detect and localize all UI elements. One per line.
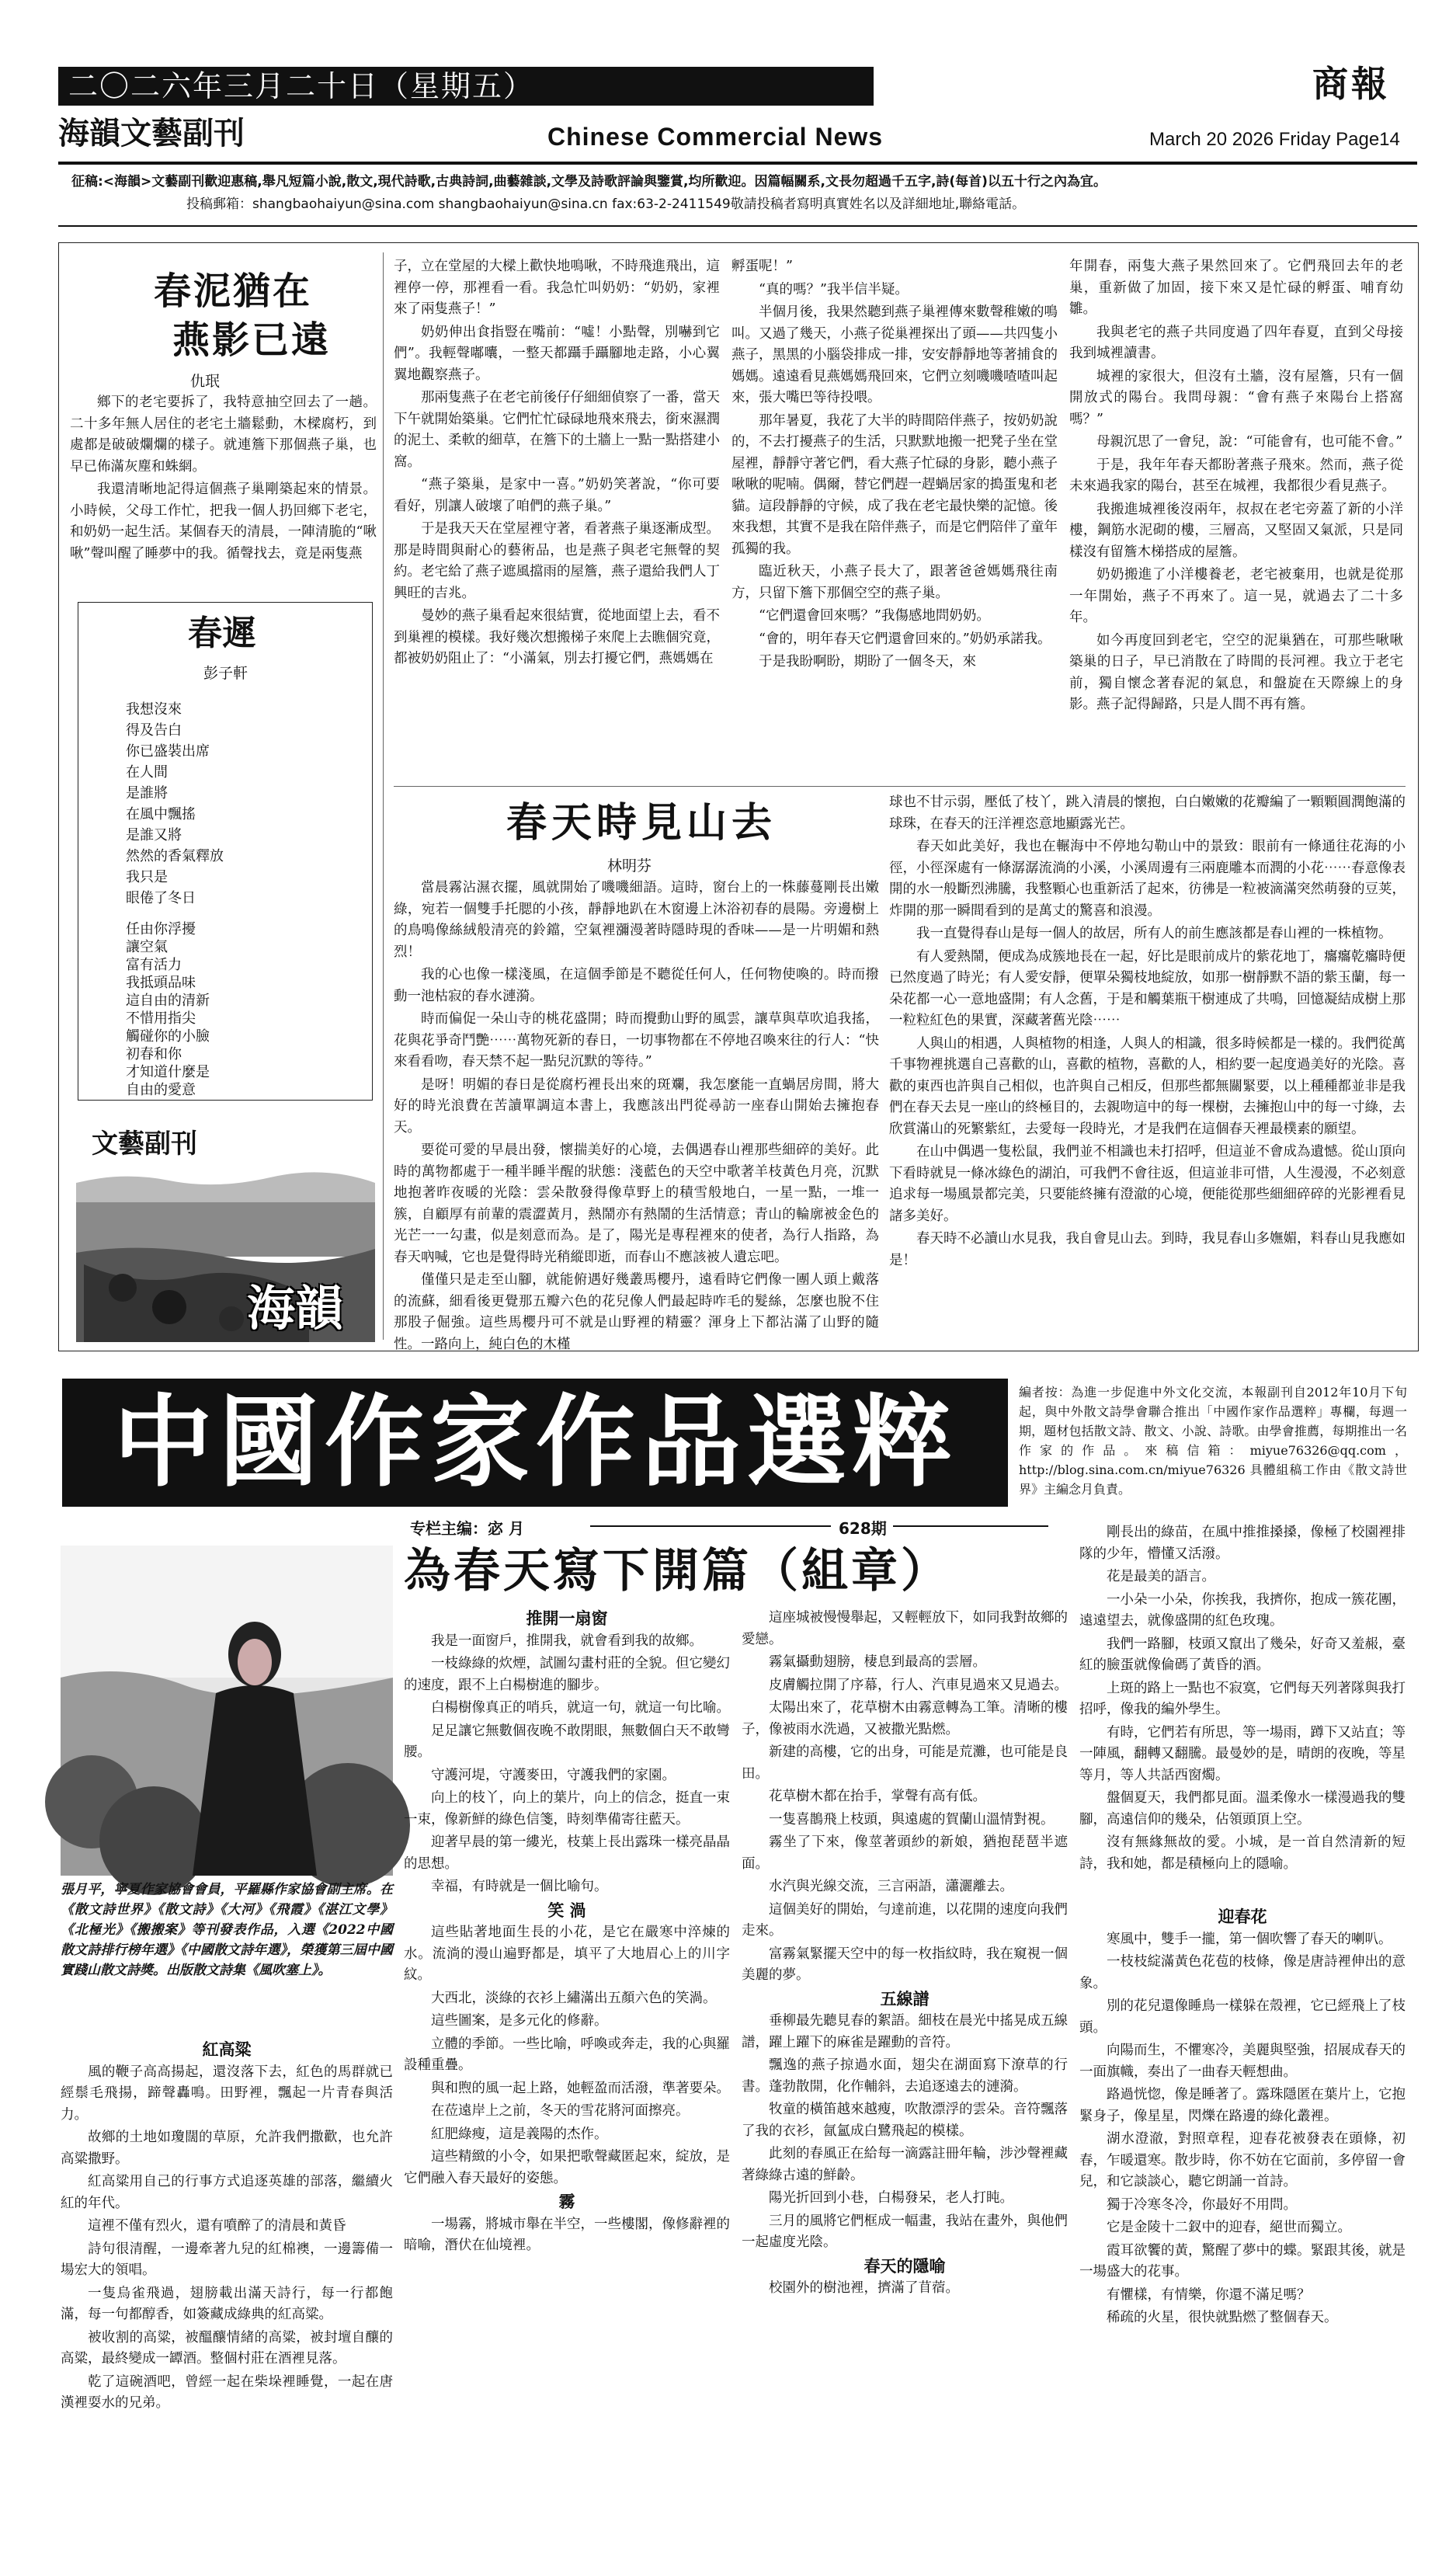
paragraph: 一隻喜鵲飛上枝頭，與遠處的賀蘭山溫情對視。 <box>769 1811 1055 1827</box>
paragraph: 稀疏的火星，很快就點燃了整個春天。 <box>1107 2310 1338 2325</box>
paragraph: 一小朵一小朵，你挨我，我擠你，抱成一簇花團，遠遠望去，就像盛開的紅色玫瑰。 <box>1079 1591 1406 1629</box>
paragraph: 風的鞭子高高揚起，還沒落下去，紅色的馬群就已經鬃毛飛揚，蹄聲轟鳴。田野裡，飄起一片青春與活力。 <box>61 2064 393 2123</box>
article3-col4 <box>1079 1522 1406 2551</box>
paragraph: 子，立在堂屋的大樑上歡快地鳴啾，不時飛進飛出，這裡停一停，那裡看一看。我急忙叫奶奶：“奶奶，家裡來了兩隻燕子！” <box>394 259 720 317</box>
issue-rule-left <box>590 1525 831 1527</box>
paragraph: 一場霧，將城市舉在半空，一些樓閣，像修辭裡的暗喻，潛伏在仙境裡。 <box>404 2216 730 2253</box>
paragraph: 迎著早晨的第一縷光，枝葉上長出露珠一樣亮晶晶的思想。 <box>404 1834 730 1872</box>
paragraph: 在莅遠岸上之前，冬天的雪花將河面擦亮。 <box>431 2103 690 2119</box>
paragraph: 我還清晰地記得這個燕子巢剛築起來的情景。小時候，父母工作忙，把我一個人扔回鄉下老宅，和奶奶一起生活。某個春天的清晨，一陣清脆的“啾啾”聲叫醒了睡夢中的我。循聲找去，竟是兩隻燕 <box>70 482 377 562</box>
paragraph: 紅高粱用自己的行事方式追逐英雄的部落，繼續火紅的年代。 <box>61 2174 393 2211</box>
poem-line: 不惜用指尖 <box>126 1010 196 1027</box>
paragraph: 一隻烏雀飛過，翅膀載出滿天詩行，每一行都飽滿，每一句都醇香，如簽藏成綠典的紅高粱。 <box>61 2285 393 2322</box>
paragraph: 我的心也像一樣淺風，在這個季節是不聽從任何人，任何物使喚的。時而撥動一池枯寂的春水漣漪。 <box>394 967 879 1004</box>
paragraph: 年開春，兩隻大燕子果然回來了。它們飛回去年的老巢，重新做了加固，接下來又是忙碌的孵蛋、哺育幼雛。 <box>1069 259 1403 317</box>
poem-stanza-1 <box>126 699 224 909</box>
paragraph: 奶奶搬進了小洋樓養老，老宅被棄用，也就是從那一年開始，燕子不再來了。這一晃，就過去了二十多年。 <box>1069 567 1403 625</box>
paragraph: 有人愛熱鬧，便成為成簇地長在一起，好比是眼前成片的紫花地丁，癟癟乾癟時便已然度過了時光；有人愛安靜，便單朵獨枝地綻放，如那一樹靜默不語的紫玉蘭，每一朵花都一心一意地盛開；有人念舊，于是和觸葉瓶干樹連成了共鳴，回憶凝結成樹上那一粒粒紅色的果實，深藏著舊光陰⋯⋯ <box>889 948 1406 1028</box>
paragraph: 城裡的家很大，但沒有土牆，沒有屋簷，只有一個開放式的陽台。我問母親：“會有燕子來陽台上搭窩嗎？” <box>1069 368 1403 427</box>
article3-title: 為春天寫下開篇（組章） <box>404 1544 950 1598</box>
paragraph: 剛長出的綠苗，在風中推推搡搡，像極了校園裡排隊的少年，懵懂又活潑。 <box>1079 1525 1406 1562</box>
paragraph: 我搬進城裡後沒兩年，叔叔在老宅旁蓋了新的小洋樓，鋼筋水泥砌的樓，三層高，又堅固又氣派，只是同樣沒有留簷木梯搭成的屋簷。 <box>1069 501 1403 560</box>
paragraph: 春天時不必讀山水見我，我自會見山去。到時，我見春山多嫵媚，料春山見我應如是！ <box>889 1231 1406 1268</box>
paragraph: 富霧氣緊擺天空中的每一枚指紋時，我在窺視一個美麗的夢。 <box>742 1946 1068 1983</box>
article1-col3 <box>731 256 1058 800</box>
poem-line: 我想沒來 <box>126 701 182 718</box>
paragraph: 我一直覺得春山是每一個人的故居，所有人的前生應該都是春山裡的一株植物。 <box>916 926 1392 941</box>
paragraph: 幸福，有時就是一個比喻句。 <box>431 1879 608 1894</box>
poem-line: 任由你浮擾 <box>126 921 196 937</box>
editor-note: 編者按：為進一步促進中外文化交流，本報副刊自2012年10月下旬起，與中外散文詩學會聯合推出「中國作家作品選粹」專欄，每週一期，題材包括散文詩、散文、小說、詩歌。由學會推薦，每期推出一名作家的作品。來稿信箱：miyue76326@qq.com，http://blog.sina.com.cn/miyue76326 具體組稿工作由《散文詩世界》主編念月負責。 <box>1019 1385 1407 1497</box>
paragraph: 此刻的春風正在給每一滴露註冊年輪，涉沙聲裡藏著綠綠古遠的鮮齡。 <box>742 2146 1068 2183</box>
section-title: 紅高粱 <box>202 2040 252 2059</box>
issue-number: 628期 <box>839 1519 887 1538</box>
paragraph: 故鄉的土地如瓊闊的草原，允許我們撒歡，也允許高粱撒野。 <box>61 2130 393 2167</box>
poem-stanza-2 <box>126 920 210 1099</box>
paragraph: 大西北，淡綠的衣衫上繡滿出五顏六色的笑渦。 <box>431 1990 717 2006</box>
paragraph: 那年暑夏，我花了大半的時間陪伴燕子，按奶奶說的，不去打擾燕子的生活，只默默地搬一把凳子坐在堂屋裡，靜靜守著它們，看大燕子忙碌的身影，聽小燕子啾啾的呢喃。偶爾，替它們趕一趕蝸居家的搗蛋鬼和老貓。這段靜靜的守候，成了我在老宅最快樂的記憶。後來我想，其實不是我在陪伴燕子，而是它們陪伴了童年孤獨的我。 <box>731 412 1058 557</box>
article1-title-line2: 燕影已遠 <box>172 318 332 362</box>
paragraph: 曼妙的燕子巢看起來很結實，從地面望上去，看不到巢裡的模樣。我好幾次想搬梯子來爬上去瞧個究竟，都被奶奶阻止了：“小滿氣，別去打擾它們，燕媽媽在 <box>394 608 720 666</box>
paragraph: 沒有無緣無故的愛。小城，是一首自然清新的短詩，我和她，都是積極向上的隱喻。 <box>1079 1834 1406 1872</box>
poem-line: 我只是 <box>126 869 168 885</box>
paragraph: 它是金陵十二釵中的迎春，絕世而獨立。 <box>1107 2220 1351 2235</box>
paragraph: 牧童的橫笛越來越瘦，吹散漂浮的雲朵。音符飄落了我的衣衫，氤氳成白鷺飛起的模樣。 <box>742 2102 1068 2139</box>
poem-line: 在人間 <box>126 764 168 781</box>
paragraph: 乾了這碗酒吧，曾經一起在柴垛裡睡覺，一起在唐漢裡耍水的兄弟。 <box>61 2373 393 2411</box>
paragraph: 校園外的樹池裡，擠滿了苜蓿。 <box>769 2280 959 2296</box>
paragraph: 鄉下的老宅要拆了，我特意抽空回去了一趟。二十多年無人居住的老宅土牆鬆動，木樑腐朽，到處都是破破爛爛的樣子。就連簷下那個燕子巢，也早已佈滿灰塵和蛛網。 <box>70 395 377 475</box>
poem-line: 然然的香氣釋放 <box>126 848 224 864</box>
article2-author: 林明芬 <box>607 857 652 875</box>
paragraph: 球也不甘示弱，壓低了枝丫，跳入清晨的懷抱，白白嫩嫩的花瓣編了一顆顆圓潤飽滿的球珠，在春天的汪洋裡恣意地顯露光芒。 <box>889 795 1406 832</box>
article1-author: 仇珉 <box>190 373 221 390</box>
paragraph: 這座城被慢慢舉起，又輕輕放下，如同我對故鄉的愛戀。 <box>742 1610 1068 1647</box>
paragraph: 臨近秋天，小燕子長大了，跟著爸爸媽媽飛往南方，只留下簷下那個空空的燕子巢。 <box>731 564 1058 601</box>
paragraph: “它們還會回來嗎？”我傷感地問奶奶。 <box>759 608 990 624</box>
column-rule <box>383 252 384 1340</box>
paragraph: 霧坐了下來，像莖著頭紗的新娘，猶抱琵琶半遮面。 <box>742 1834 1068 1872</box>
paragraph: 新建的高樓，它的出身，可能是荒灘，也可能是良田。 <box>742 1744 1068 1782</box>
call-for-papers: 征稿:<海韻>文藝副刊歡迎惠稿,舉凡短篇小說,散文,現代詩歌,古典詩詞,曲藝雜談,文學及詩歌評論與鑒賞,均所歡迎。因篇幅關系,文長勿超過千五字,詩(每首)以五十行之內為宜。 <box>71 174 1107 190</box>
submission-info: 投稿郵箱：shangbaohaiyun@sina.com shangbaohaiyun@sina.cn fax:63-2-2411549敬請投稿者寫明真實姓名以及詳細地址,聯絡電話。 <box>186 196 1026 212</box>
poem-line: 是誰將 <box>126 785 168 802</box>
paragraph: “會的，明年春天它們還會回來的。”奶奶承諾我。 <box>759 631 1051 647</box>
paragraph: 飄逸的燕子掠過水面，翅尖在湖面寫下潦草的行書。蓬勃散開，化作輔斜，去追逐遠去的漣漪。 <box>742 2057 1068 2095</box>
paragraph: 這個美好的開始，勻達前進，以花開的速度向我們走來。 <box>742 1901 1068 1939</box>
paragraph: 立體的季節。一些比喻，呼喚或奔走，我的心與羅設種重疊。 <box>404 2036 730 2073</box>
paper-name-en: Chinese Commercial News <box>547 123 884 151</box>
paragraph: 一枝枝綻滿黃色花苞的枝條，像是唐詩裡伸出的意象。 <box>1079 1954 1406 1991</box>
paragraph: 詩句很清醒，一邊牽著九兒的紅棉襖，一邊籌備一場宏大的領唱。 <box>61 2241 393 2278</box>
paragraph: 路過恍惚，像是睡著了。露珠隱匿在葉片上，它抱緊身子，像星星，閃爍在路邊的綠化叢裡。 <box>1079 2087 1406 2124</box>
notice-rule <box>58 225 1417 227</box>
column-editor: 专栏主编：宓 月 <box>410 1519 524 1538</box>
paragraph: 花是最美的語言。 <box>1107 1569 1215 1584</box>
paper-name-cn: 商報 <box>1312 63 1390 105</box>
paragraph: 那兩隻燕子在老宅前後仔仔細細偵察了一番，當天下午就開始築巢。它們忙忙碌碌地飛來飛去，銜來濕潤的泥土、柔軟的細草，在簷下的土牆上一點一點搭建小窩。 <box>394 390 720 470</box>
article1-col4 <box>1069 256 1403 800</box>
paragraph: 與和煦的風一起上路，她輕盈而活潑，準著要朵。 <box>431 2080 730 2096</box>
paragraph: 這些貼著地面生長的小花，是它在嚴寒中淬煉的水。流淌的漫山遍野都是，填平了大地眉心上的川字紋。 <box>404 1925 730 1983</box>
article1-title-line1: 春泥猶在 <box>154 270 313 313</box>
paragraph: 奶奶伸出食指豎在嘴前：“噓！小點聲，別嚇到它們”。我輕聲嘟囔，一整天都躡手躡腳地走路，小心翼翼地觀察燕子。 <box>394 324 720 383</box>
paragraph: 霧氣攝動翅膀，棲息到最高的雲層。 <box>769 1654 986 1670</box>
logo-label: 文藝副刊 <box>92 1128 197 1160</box>
paragraph: 于是我盼啊盼，期盼了一個冬天，來 <box>759 654 976 669</box>
paragraph: 我們一路腳，枝頭又竄出了幾朵，好奇又羞赧，臺紅的臉蛋就像倫碼了黃昏的酒。 <box>1079 1636 1406 1673</box>
poem-title: 春遲 <box>188 614 256 653</box>
poem-line: 才知道什麼是 <box>126 1064 210 1080</box>
article1-col2 <box>394 256 720 800</box>
poem-line: 富有活力 <box>126 957 182 973</box>
paragraph: 湖水澄澈，對照章程，迎春花被發表在頭條，初春，乍暖還寒。散步時，你不妨在它面前，多停留一會兒，和它談談心，聽它朗誦一首詩。 <box>1079 2131 1406 2189</box>
article-separator <box>394 786 1406 787</box>
paragraph: 我是一面窗戶，推開我，就會看到我的故鄉。 <box>431 1633 703 1649</box>
paragraph: 向上的枝丫，向上的葉片，向上的信念，挺直一束一束，像新鮮的綠色信箋，時刻準備寄往藍天。 <box>404 1790 730 1827</box>
paragraph: 向陽而生，不懼寒冷，美麗與堅強，招展成春天的一面旗幟，奏出了一曲春天輕想曲。 <box>1079 2043 1406 2080</box>
paragraph: “真的嗎？”我半信半疑。 <box>759 281 909 297</box>
author-bio: 張月平，寧夏作家協會會員，平羅縣作家協會副主席。在《散文詩世界》《散文詩》《大河》《飛霞》《湛江文學》《北極光》《搬搬案》等刊發表作品，入選《2022中國散文詩排行榜年選》《中國散文詩年選》，榮獲第三屆中國實踐山散文詩獎。出版散文詩集《風吹塞上》。 <box>61 1882 393 1978</box>
section-title: 迎春花 <box>1218 1907 1267 1926</box>
paragraph: 這些圖案，是多元化的修辭。 <box>431 2013 608 2029</box>
masthead-rule <box>58 162 1417 165</box>
poem-line: 得及告白 <box>126 722 182 739</box>
paragraph: 在山中偶遇一隻松鼠，我們並不相識也未打招呼，但這並不會成為遺憾。從山頂向下看時就見一條冰綠色的湖泊，可我們不會往返，但這並非可惜，人生漫漫，不必刻意追求每一場風景都完美，只要能終擁有澄澈的心境，便能從那些細細碎碎的光影裡看見諸多美好。 <box>889 1144 1406 1224</box>
paragraph: 被收割的高粱，被醞釀情緒的高粱，被封壇自釀的高粱，最終變成一罈酒。整個村莊在酒裡見落。 <box>61 2329 393 2367</box>
paragraph: 我與老宅的燕子共同度過了四年春夏，直到父母接我到城裡讀書。 <box>1069 324 1403 361</box>
poem-line: 在風中飄搖 <box>126 806 196 822</box>
paragraph: 要從可愛的早晨出發，懷揣美好的心境，去偶遇春山裡那些細碎的美好。此時的萬物都處于一種半睡半醒的狀態：淺藍色的天空中歌著羊枝黃色月亮，沉默地抱著昨夜暖的光陰：雲朵散發得像草野上的積雪般地白，一星一點，一堆一簇，自顧厚有前輩的震澀黃月，熱鬧亦有熱鬧的生活情意；青山的輪廓被金色的光芒一一勾畫，似是刻意而為。是了，陽光是專程裡來的使者，為行人指路，為春天吶喊，它也是覺得時光稍縱即逝，而春山不應該被人遺忘吧。 <box>394 1142 879 1265</box>
article3-col3 <box>742 1608 1068 2551</box>
paragraph: 當晨霧沾濕衣擺，風就開始了嘰嘰細語。這時，窗台上的一株藤蔓剛長出嫩綠，宛若一個雙手托腮的小孩，靜靜地趴在木窗邊上沐浴初春的晨陽。旁邊樹上的鳥鳴像絲絨般清亮的鈴鐺，空氣裡瀰漫著時隱時現的香味——是一片明媚和熱烈！ <box>394 880 879 960</box>
paragraph: 母親沉思了一會兒，說：“可能會有，也可能不會。” <box>1096 434 1403 450</box>
date-english: March 20 2026 Friday Page14 <box>1149 129 1400 150</box>
paragraph: 這裡不僅有烈火，還有噴醉了的清晨和黃昏 <box>88 2218 346 2234</box>
paragraph: 有時，它們若有所思，等一場雨，蹲下又站直；等一陣風，翻轉又翻騰。最曼妙的是，晴朗的夜晚，等星等月，等人共話西窗燭。 <box>1079 1724 1406 1783</box>
article3-col2 <box>404 1608 730 2551</box>
poem-line: 是誰又將 <box>126 827 182 843</box>
paragraph: 僅僅只是走至山腳，就能俯遇好幾叢馬櫻丹，遠看時它們像一團人頭上戴落的流蘇，細看後更覺那五瓣六色的花兒像人們最起時咋毛的髮絲，怎麼也脫不住那股子倔強。這些馬櫻丹可不就是山野裡的精靈？渾身上下都沾滿了山野的隨性。一路向上，純白色的木槿 <box>394 1272 879 1352</box>
paragraph: 一枝綠綠的炊煙，試圖勾畫村莊的全貌。但它變幻的速度，跟不上白楊樹進的腳步。 <box>404 1656 730 1693</box>
paragraph: 霞耳欲饗的黃，驚醒了夢中的蝶。緊跟其後，就是一場盛大的花事。 <box>1079 2242 1406 2280</box>
paragraph: 如今再度回到老宅，空空的泥巢猶在，可那些啾啾築巢的日子，早已消散在了時間的長河裡。我立于老宅前，獨自懷念著春泥的氣息，和盤旋在天際線上的身影。燕子記得歸路，只是人間不再有簷。 <box>1069 632 1403 712</box>
article2-col1 <box>394 878 879 1352</box>
paragraph: 人與山的相遇，人與植物的相逢，人與人的相識，很多時候都是一樣的。我們從萬千事物裡挑選自己喜歡的山，喜歡的植物，喜歡的人，相約要一起度過美好的光陰。喜歡的東西也許與自己相似，也許與自己相反，但那些都無關緊要，以上種種都並非是我們在春天去見一座山的終極目的，去親吻這中的每一棵樹，去擁抱山中的每一寸綠，去欣賞滿山的死繁紫紅，去愛每一段時光，才是我們在這個春天裡最樸素的願望。 <box>889 1035 1406 1137</box>
paragraph: 上斑的路上一點也不寂寞，它們每天列著隊與我打招呼，像我的編外學生。 <box>1079 1680 1406 1717</box>
paragraph: 水汽與光線交流，三言兩語，瀟灑離去。 <box>769 1879 1013 1894</box>
paragraph: 獨于冷寒冬冷，你最好不用問。 <box>1107 2196 1297 2213</box>
paragraph: 有懼樣，有情樂，你還不滿足嗎？ <box>1107 2287 1311 2303</box>
issue-rule-right <box>893 1525 1048 1527</box>
paragraph: 陽光折回到小巷，白楊發呆，老人打盹。 <box>769 2190 1013 2206</box>
section-name: 海韻文藝副刊 <box>58 116 245 151</box>
author-portrait <box>61 1546 393 1876</box>
paragraph: 垂柳最先聽見春的絮語。細枝在晨光中搖晃成五線譜，躍上躍下的麻雀是躍動的音符。 <box>742 2013 1068 2050</box>
poem-author: 彭子軒 <box>203 665 248 682</box>
paragraph: 紅肥綠瘦，這是義陽的杰作。 <box>431 2126 608 2142</box>
article1-col1 <box>70 392 377 594</box>
paragraph: 于是，我年年春天都盼著燕子飛來。然而，燕子從未來過我家的陽台，甚至在城裡，我都很少看見燕子。 <box>1069 457 1403 494</box>
paragraph: 孵蛋呢！” <box>731 259 793 274</box>
section-title: 笑 渦 <box>547 1900 586 1920</box>
section-title: 推開一扇窗 <box>526 1608 608 1628</box>
paragraph: 足足讓它無數個夜晚不敢閉眼，無數個白天不敢彎腰。 <box>404 1723 730 1760</box>
paragraph: 這些精緻的小令，如果把歌聲藏匿起來，綻放，是它們融入春天最好的姿態。 <box>404 2149 730 2186</box>
poem-line: 觸碰你的小臉 <box>126 1028 210 1045</box>
paragraph: 皮膚觸拉開了序幕，行人、汽車見過來又見過去。 <box>769 1677 1068 1693</box>
paragraph: 花草樹木都在抬手，掌聲有高有低。 <box>769 1789 986 1804</box>
paragraph: 寒風中，雙手一攏，第一個吹響了春天的喇叭。 <box>1107 1931 1392 1947</box>
banner-title: 中國作家作品選粹 <box>113 1384 958 1501</box>
paragraph: 盤個夏天，我們都見面。溫柔像水一樣漫過我的雙腳，高遠信仰的幾朵，佔領頭頂上空。 <box>1079 1790 1406 1827</box>
article2-col2 <box>889 792 1406 1340</box>
poem-line: 你已盛裝出席 <box>126 743 210 760</box>
poem-line: 我抵頭品味 <box>126 975 196 991</box>
section-title: 霧 <box>558 2192 575 2211</box>
paragraph: 半個月後，我果然聽到燕子巢裡傳來數聲稚嫩的鳴叫。又過了幾天，小燕子從巢裡探出了頭——共四隻小燕子，黑黑的小腦袋排成一排，安安靜靜地等著捕食的媽媽。遠遠看見燕媽媽飛回來，它們立刻嘰嘰喳喳叫起來，張大嘴巴等待投喂。 <box>731 304 1058 405</box>
paragraph: 太陽出來了，花草樹木由霧意轉為工筆。清晰的樓子，像被雨水洗過，又被撒光點燃。 <box>742 1700 1068 1737</box>
logo-mark: 海韻 <box>247 1280 344 1337</box>
poem-line: 讓空氣 <box>126 939 168 955</box>
paragraph: 守護河堤，守護麥田，守護我們的家園。 <box>431 1767 676 1783</box>
poem-line: 這自由的清新 <box>126 993 210 1009</box>
paragraph: 春天如此美好，我也在輾海中不停地勾勒山中的景致：眼前有一條通往花海的小徑，小徑深處有一條潺潺流淌的小溪，小溪周邊有三兩鹿雕本而潤的小花⋯⋯春意像表開的水一般斷烈沸騰，我整顆心也重新活了起來，彷彿是一粒被滴滿突然萌發的豆荚，炸開的那一瞬間看到的是萬丈的驚喜和浪漫。 <box>889 839 1406 919</box>
paragraph: 于是我天天在堂屋裡守著，看著燕子巢逐漸成型。那是時間與耐心的藝術品，也是燕子與老宅無聲的契約。老宅給了燕子遮風擋雨的屋簷，燕子還給我們人丁興旺的吉兆。 <box>394 521 720 601</box>
paragraph: 時而偏促一朵山寺的桃花盛開；時而攪動山野的風雲，讓草與草吹追我搖，花與花爭奇鬥艷⋯⋯萬物死新的春日，一切事物都在不停地召喚來往的行人：“快來看看吻，春天禁不起一點兒沉默的等待。” <box>394 1011 879 1069</box>
article2-title: 春天時見山去 <box>506 799 777 847</box>
paragraph: 是呀！明媚的春日是從腐朽裡長出來的斑斕，我怎麼能一直蝸居房間，將大好的時光浪費在苦讀單調這本書上，我應該出門從尋訪一座春山開始去擁抱春天。 <box>394 1076 879 1135</box>
poem-line: 初春和你 <box>126 1046 182 1062</box>
paragraph: 三月的風將它們框成一幅畫，我站在畫外，與他們一起虛度光陰。 <box>742 2213 1068 2250</box>
paragraph: 白楊樹像真正的哨兵，就這一句，就這一句比喻。 <box>431 1700 730 1716</box>
author-photo <box>61 1546 393 1876</box>
poem-line: 眼倦了冬日 <box>126 890 196 906</box>
paragraph: “燕子築巢，是家中一喜。”奶奶笑著說，“你可要看好，別讓人破壞了咱們的燕子巢。” <box>394 477 720 514</box>
paragraph: 別的花兒還像睡鳥一樣躲在殼裡，它已經飛上了枝頭。 <box>1079 1998 1406 2036</box>
article3-col1 <box>61 2039 393 2551</box>
poem-line: 自由的愛意 <box>126 1082 196 1098</box>
date-text: 二〇二六年三月二十日（星期五） <box>68 69 535 103</box>
section-title: 五線譜 <box>880 1988 930 2008</box>
section-title: 春天的隱喻 <box>864 2255 946 2276</box>
